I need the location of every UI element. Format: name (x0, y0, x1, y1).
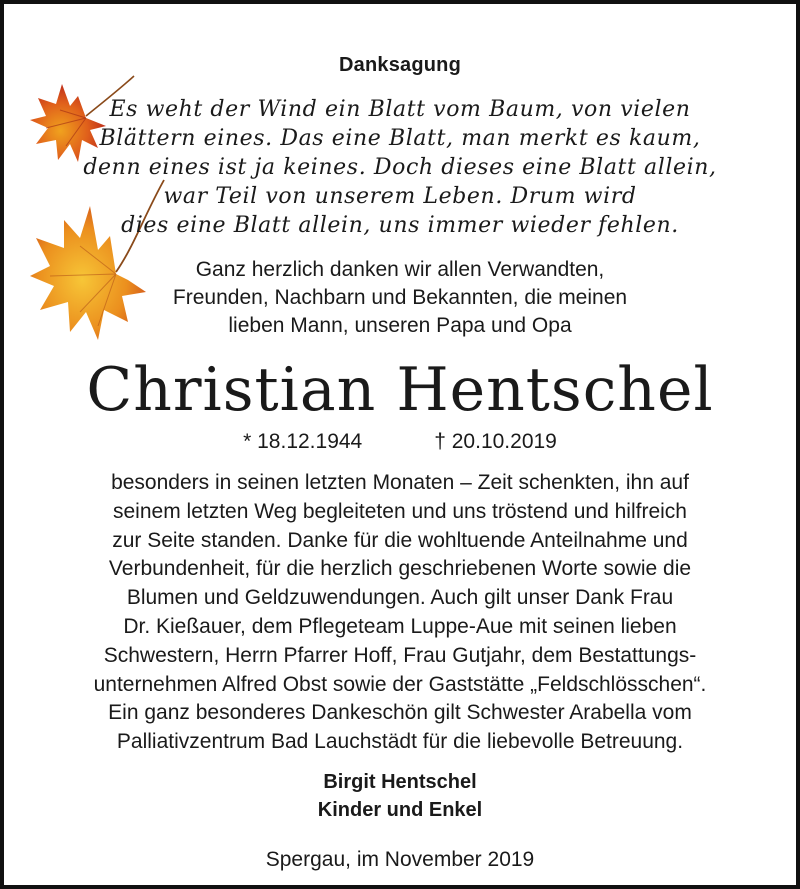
poem-line: Es weht der Wind ein Blatt vom Baum, von vielen (109, 97, 691, 122)
body-line: seinem letzten Weg begleiteten und uns tröstend und hilfreich (113, 499, 687, 523)
poem-line: war Teil von unserem Leben. Drum wird (163, 184, 637, 209)
poem-line: Blättern eines. Das eine Blatt, man merkt es kaum, (99, 126, 701, 151)
birth-date: * 18.12.1944 (243, 430, 363, 453)
signers (4, 768, 796, 824)
signer-family: Kinder und Enkel (317, 799, 483, 821)
intro-line: Ganz herzlich danken wir allen Verwandten, (195, 258, 605, 281)
body-line: zur Seite standen. Danke für die wohltuende Anteilnahme und (112, 528, 688, 552)
body-line: Verbundenheit, für die herzlich geschriebenen Worte sowie die (108, 557, 692, 581)
body-line: Dr. Kießauer, dem Pflegeteam Luppe-Aue mit seinen lieben (123, 614, 677, 638)
body-line: Ein ganz besonderes Dankeschön gilt Schwester Arabella vom (108, 701, 692, 725)
poem-line: denn eines ist ja keines. Doch dieses eine Blatt allein, (83, 155, 717, 180)
body-text (4, 469, 796, 757)
life-dates (4, 428, 796, 456)
deceased-name: Christian Hentschel (86, 355, 714, 425)
death-date: † 20.10.2019 (434, 430, 557, 453)
intro-text (4, 256, 796, 340)
body-line: Palliativzentrum Bad Lauchstädt für die liebevolle Betreuung. (116, 730, 684, 754)
heading: Danksagung (338, 54, 462, 76)
body-line: besonders in seinen letzten Monaten – Zeit schenkten, ihn auf (111, 471, 689, 494)
place-date: Spergau, im November 2019 (265, 848, 535, 871)
body-line: unternehmen Alfred Obst sowie der Gaststätte „Feldschlösschen“. (93, 672, 707, 696)
signer-name: Birgit Hentschel (323, 771, 477, 793)
body-line: Schwestern, Herrn Pfarrer Hoff, Frau Gutjahr, dem Bestattungs- (103, 643, 697, 667)
intro-line: lieben Mann, unseren Papa und Opa (228, 314, 572, 337)
intro-line: Freunden, Nachbarn und Bekannten, die meinen (172, 286, 628, 309)
poem (4, 95, 796, 240)
poem-line: dies eine Blatt allein, uns immer wieder fehlen. (121, 213, 679, 238)
body-line: Blumen und Geldzuwendungen. Auch gilt unser Dank Frau (126, 586, 674, 610)
